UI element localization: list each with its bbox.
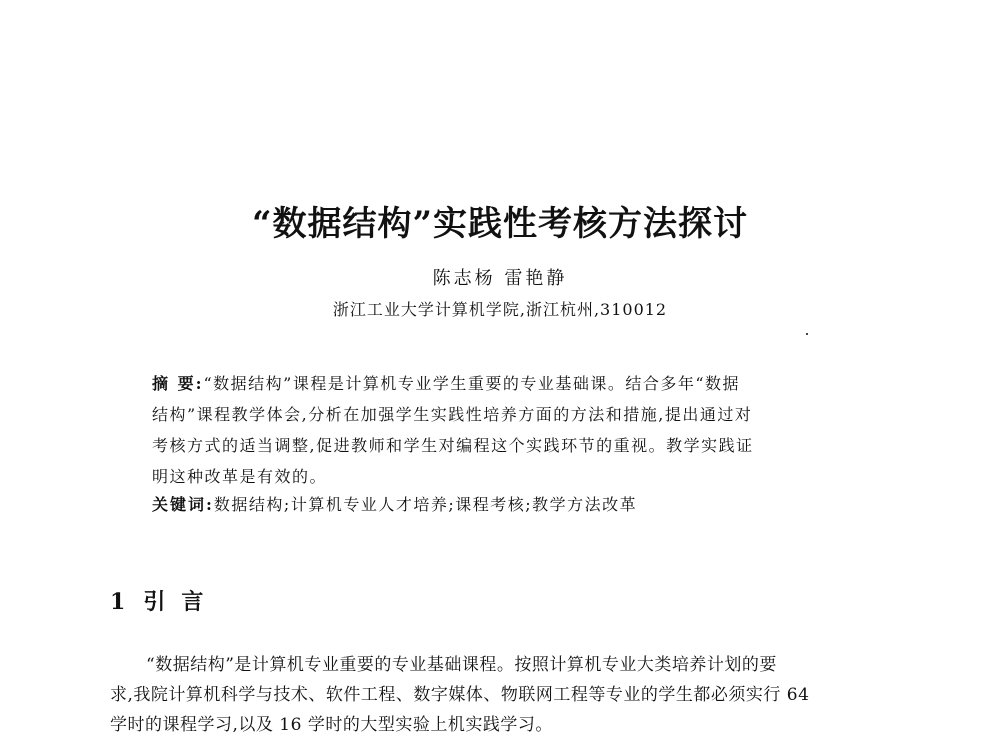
abstract-line: 考核方式的适当调整,促进教师和学生对编程这个实践环节的重视。教学实践证 (152, 436, 754, 455)
abstract-line: 结构”课程教学体会,分析在加强学生实践性培养方面的方法和措施,提出通过对 (152, 405, 753, 424)
section-paragraph (110, 650, 900, 740)
keywords-text: 数据结构;计算机专业人才培养;课程考核;教学方法改革 (213, 495, 638, 514)
author-list: 陈志杨 雷艳静 (432, 268, 568, 289)
paragraph-line: 求,我院计算机科学与技术、软件工程、数字媒体、物联网工程等专业的学生都必须实行 64 (110, 685, 810, 705)
section-number: 1 (110, 589, 126, 615)
section-heading (110, 585, 219, 616)
stray-mark (806, 333, 808, 335)
abstract-text: “数据结构”课程是计算机专业学生重要的专业基础课。结合多年“数据 (203, 374, 741, 393)
keywords-label: 关键词: (152, 495, 214, 514)
section-title: 引言 (143, 589, 220, 615)
keywords-block (152, 492, 872, 515)
abstract-line (152, 368, 872, 399)
paper-title: “数据结构”实践性考核方法探讨 (251, 204, 749, 244)
paragraph-line: “数据结构”是计算机专业重要的专业基础课程。按照计算机专业大类培养计划的要 (146, 655, 777, 675)
abstract-line: 明这种改革是有效的。 (152, 467, 328, 486)
abstract-block (152, 368, 872, 492)
abstract-label: 摘 要: (152, 374, 204, 393)
paragraph-line: 学时的课程学习,以及 16 学时的大型实验上机实践学习。 (110, 715, 553, 735)
affiliation: 浙江工业大学计算机学院,浙江杭州,310012 (332, 300, 668, 319)
